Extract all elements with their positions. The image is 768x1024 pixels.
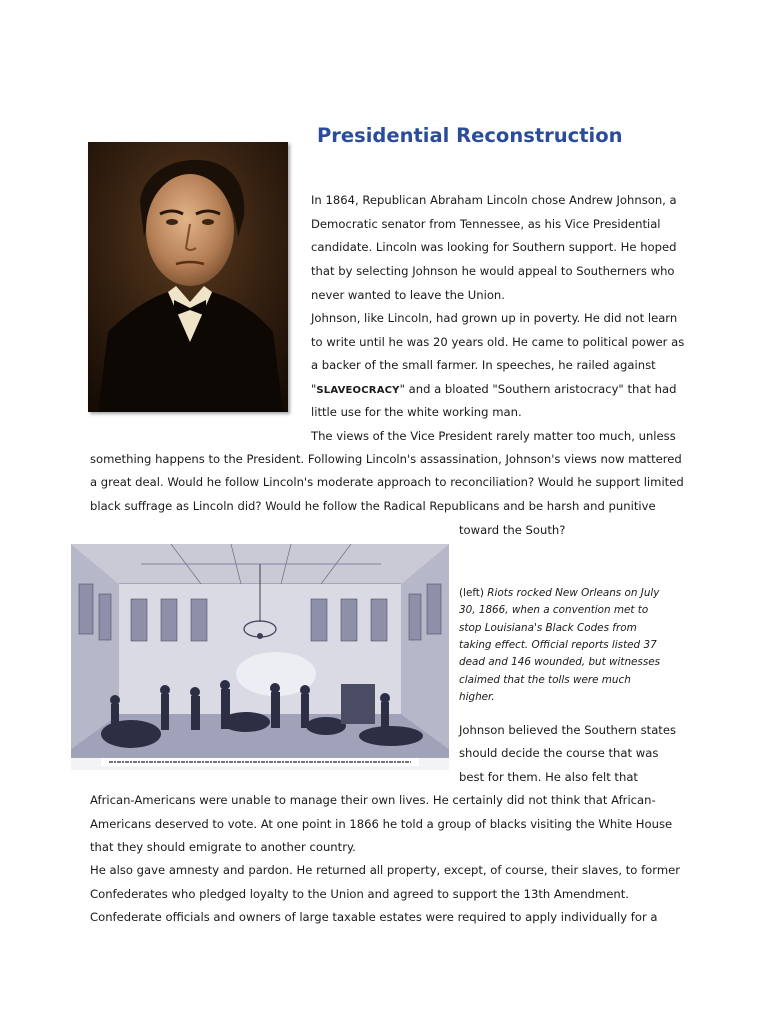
caption-text-4: taking effect. Official reports listed 37 bbox=[459, 639, 657, 651]
slaveocracy-term: SLAVEOCRACY bbox=[316, 385, 400, 396]
caption-line-1 bbox=[459, 587, 659, 600]
johnson-line-3: best for them. He also felt that bbox=[459, 770, 638, 784]
andrew-johnson-portrait bbox=[88, 142, 288, 412]
caption-text-6: claimed that the tolls were much bbox=[459, 674, 631, 686]
bottom-line-2: Americans deserved to vote. At one point in 1866 he told a group of blacks visiting the White House bbox=[90, 817, 673, 831]
portrait-illustration bbox=[88, 142, 288, 412]
caption-line-2 bbox=[459, 604, 648, 617]
intro-tail-line-1: little use for the white working man. bbox=[311, 405, 522, 419]
full-line-1: something happens to the President. Following Lincoln's assassination, Johnson's views now mattered bbox=[90, 452, 682, 466]
caption-text-5: dead and 146 wounded, but witnesses bbox=[459, 656, 661, 668]
intro-line-5: never wanted to leave the Union. bbox=[311, 288, 505, 302]
intro-line-3: candidate. Lincoln was looking for Southern support. He hoped bbox=[311, 240, 677, 254]
bottom-line-6: Confederate officials and owners of large taxable estates were required to apply individually for a bbox=[90, 910, 658, 924]
caption-prefix: (left) bbox=[459, 587, 488, 599]
caption-line-5 bbox=[459, 656, 660, 669]
new-orleans-riot-engraving bbox=[71, 544, 449, 770]
caption-line-3 bbox=[459, 622, 637, 635]
slaveocracy-pre: " bbox=[311, 382, 317, 396]
caption-line-7 bbox=[459, 691, 495, 704]
caption-text-2: 30, 1866, when a convention met to bbox=[459, 604, 649, 616]
slaveocracy-line bbox=[311, 382, 676, 398]
caption-text-1: Riots rocked New Orleans on July bbox=[487, 587, 660, 599]
intro-line-1: In 1864, Republican Abraham Lincoln chose Andrew Johnson, a bbox=[311, 193, 677, 207]
bottom-line-4: He also gave amnesty and pardon. He returned all property, except, of course, their slaves, to former bbox=[90, 863, 681, 877]
bottom-line-5: Confederates who pledged loyalty to the Union and agreed to support the 13th Amendment. bbox=[90, 887, 629, 901]
slaveocracy-post: " and a bloated "Southern aristocracy" that had bbox=[399, 382, 677, 396]
toward-line: toward the South? bbox=[459, 523, 566, 537]
page-title: Presidential Reconstruction bbox=[317, 124, 623, 147]
engraving-illustration bbox=[71, 544, 449, 770]
caption-text-3: stop Louisiana's Black Codes from bbox=[459, 622, 637, 634]
intro-line-7: to write until he was 20 years old. He came to political power as bbox=[311, 335, 685, 349]
intro-line-2: Democratic senator from Tennessee, as his Vice Presidential bbox=[311, 217, 661, 231]
full-line-3: black suffrage as Lincoln did? Would he follow the Radical Republicans and be harsh and punitive bbox=[90, 499, 656, 513]
bottom-line-3: that they should emigrate to another country. bbox=[90, 840, 356, 854]
intro-tail-line-2: The views of the Vice President rarely matter too much, unless bbox=[311, 429, 676, 443]
johnson-line-2: should decide the course that was bbox=[459, 746, 659, 760]
intro-line-8: a backer of the small farmer. In speeches, he railed against bbox=[311, 358, 656, 372]
johnson-line-1: Johnson believed the Southern states bbox=[459, 723, 677, 737]
full-line-2: a great deal. Would he follow Lincoln's moderate approach to reconciliation? Would he support limited bbox=[90, 475, 684, 489]
caption-line-4 bbox=[459, 639, 657, 652]
caption-text-7: higher. bbox=[459, 691, 495, 703]
intro-line-6: Johnson, like Lincoln, had grown up in poverty. He did not learn bbox=[311, 311, 678, 325]
intro-line-4: that by selecting Johnson he would appeal to Southerners who bbox=[311, 264, 675, 278]
bottom-line-1: African-Americans were unable to manage their own lives. He certainly did not think that African- bbox=[90, 793, 656, 807]
caption-line-6 bbox=[459, 674, 631, 687]
